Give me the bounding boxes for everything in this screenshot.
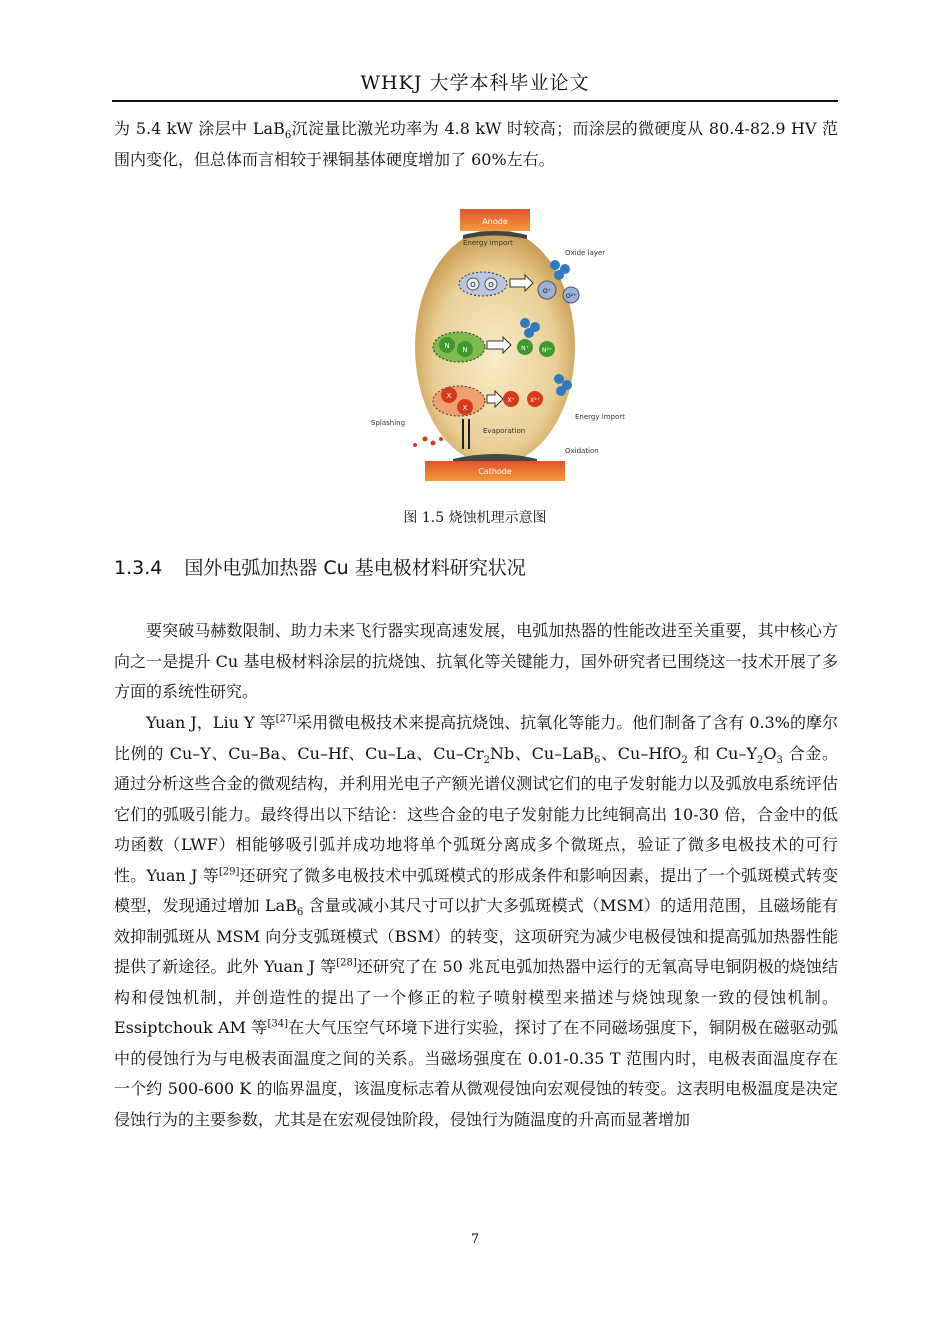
- oxygen-dashed-group: [459, 272, 507, 296]
- subscript: 6: [296, 907, 304, 919]
- subscript: 2: [757, 754, 764, 766]
- text-run: 还研究了在 50 兆瓦电弧加热器中运行的无氧高导电铜阴极的烧蚀结构和侵蚀机制，并创造性的提出了一个修正的粒子喷射模型来描述与烧蚀现象一致的侵蚀机制。Essiptchouk AM 等: [114, 957, 838, 1037]
- o-plus-label: O⁺: [543, 288, 551, 295]
- section-number: 1.3.4: [114, 557, 163, 579]
- o2-label: O: [488, 281, 494, 289]
- oxide-layer-label: Oxide layer: [565, 249, 606, 257]
- text-run: 沉淀量比激光功率为 4.8 kW 时较高；而涂层的微硬度从 80.4-82.9 HV 范围内变化，但总体而言相较于裸铜基体硬度增加了 60%左右。: [114, 119, 838, 169]
- x-plus-label: X⁺: [507, 397, 515, 404]
- n-2plus-label: N²⁺: [541, 347, 553, 354]
- n2-label: N: [462, 346, 468, 354]
- text-run: 采用微电极技术来提高抗烧蚀、抗氧化等能力。他们制备了含有 0.3%的摩尔比例的 Cu–Y、Cu–Ba、Cu–Hf、Cu–La、Cu–Cr: [114, 713, 838, 763]
- subscript: 2: [483, 754, 491, 766]
- evaporation-label: Evaporation: [483, 427, 526, 435]
- text-run: O: [763, 743, 777, 763]
- body-paragraph-1: 要突破马赫数限制、助力未来飞行器实现高速发展，电弧加热器的性能改进至关重要，其中核心方向之一是提升 Cu 基电极材料涂层的抗烧蚀、抗氧化等关键能力，国外研究者已围绕这一技术开展了多方面的系统性研究。: [114, 621, 838, 701]
- text-run: 还研究了微多电极技术中弧斑模式的形成条件和影响因素，提出了一个弧斑模式转变模型，发现通过增加 LaB: [114, 865, 838, 915]
- header-title: WHKJ 大学本科毕业论文: [360, 72, 590, 94]
- citation: [28]: [336, 957, 357, 969]
- text-run: 合金。通过分析这些合金的微观结构，并利用光电子产额光谱仪测试它们的电子发射能力以及弧放电系统评估它们的弧吸引能力。最终得出以下结论：这些合金的电子发射能力比纯铜高出 10-30 倍，合金中的低功函数（LWF）相能够吸引弧并成功地将单个弧斑分离成多个微斑点，验证了微多电极技术的可行性。Yuan J 等: [114, 743, 838, 885]
- anode-label: Anode: [482, 217, 508, 226]
- subscript: 6: [594, 754, 601, 766]
- o-2plus-label: O²⁺: [565, 293, 577, 300]
- splashing-label: Splashing: [371, 419, 406, 427]
- text-run: 、Cu–HfO: [600, 743, 682, 763]
- ablation-mechanism-figure: [365, 207, 625, 481]
- subscript: 2: [681, 754, 688, 766]
- figure-caption: 图 1.5 烧蚀机理示意图: [403, 510, 547, 526]
- o1-label: O: [470, 281, 476, 289]
- x-2plus-label: X²⁺: [530, 397, 540, 404]
- section-heading: [114, 553, 526, 580]
- citation: [29]: [218, 866, 240, 878]
- subscript: 6: [284, 130, 292, 142]
- page-header: [112, 68, 838, 102]
- citation: [27]: [275, 713, 297, 725]
- energy-import-top-label: Energy import: [463, 239, 513, 247]
- n-plus-label: N⁺: [521, 345, 529, 352]
- section-title: 国外电弧加热器 Cu 基电极材料研究状况: [184, 557, 526, 579]
- energy-import-bottom-label: Energy import: [575, 413, 625, 421]
- text-run: Nb、Cu–LaB: [490, 743, 595, 763]
- top-paragraph: [114, 114, 838, 175]
- cathode-label: Cathode: [478, 467, 512, 476]
- text-run: 为 5.4 kW 涂层中 LaB: [114, 119, 285, 138]
- page-number: 7: [470, 1232, 480, 1247]
- n1-label: N: [444, 342, 450, 350]
- text-run: Yuan J，Liu Y 等: [146, 713, 276, 732]
- text-run: 在大气压空气环境下进行实验，探讨了在不同磁场强度下，铜阴极在磁驱动弧中的侵蚀行为与电极表面温度之间的关系。当磁场强度在 0.01-0.35 T 范围内时，电极表面温度存在一个约 500-600 K 的临界温度，该温度标志着从微观侵蚀向宏观侵蚀的转变。这表明电极温度是决定侵蚀行为的主要参数，尤其是在宏观侵蚀阶段，侵蚀行为随温度的升高而显著增加: [114, 1018, 838, 1129]
- oxidation-label: Oxidation: [565, 447, 599, 455]
- body-paragraph-2: [114, 708, 838, 1135]
- x1-label: X: [446, 392, 452, 400]
- x2-label: X: [462, 404, 468, 412]
- text-run: 含量或减小其尺寸可以扩大多弧斑模式（MSM）的适用范围，且磁场能有效抑制弧斑从 MSM 向分支弧斑模式（BSM）的转变，这项研究为减少电极侵蚀和提高弧加热器性能提供了新途径。此外 Yuan J 等: [114, 896, 838, 976]
- subscript: 3: [776, 754, 783, 766]
- citation: [34]: [267, 1018, 288, 1030]
- text-run: 和 Cu–Y: [687, 743, 758, 763]
